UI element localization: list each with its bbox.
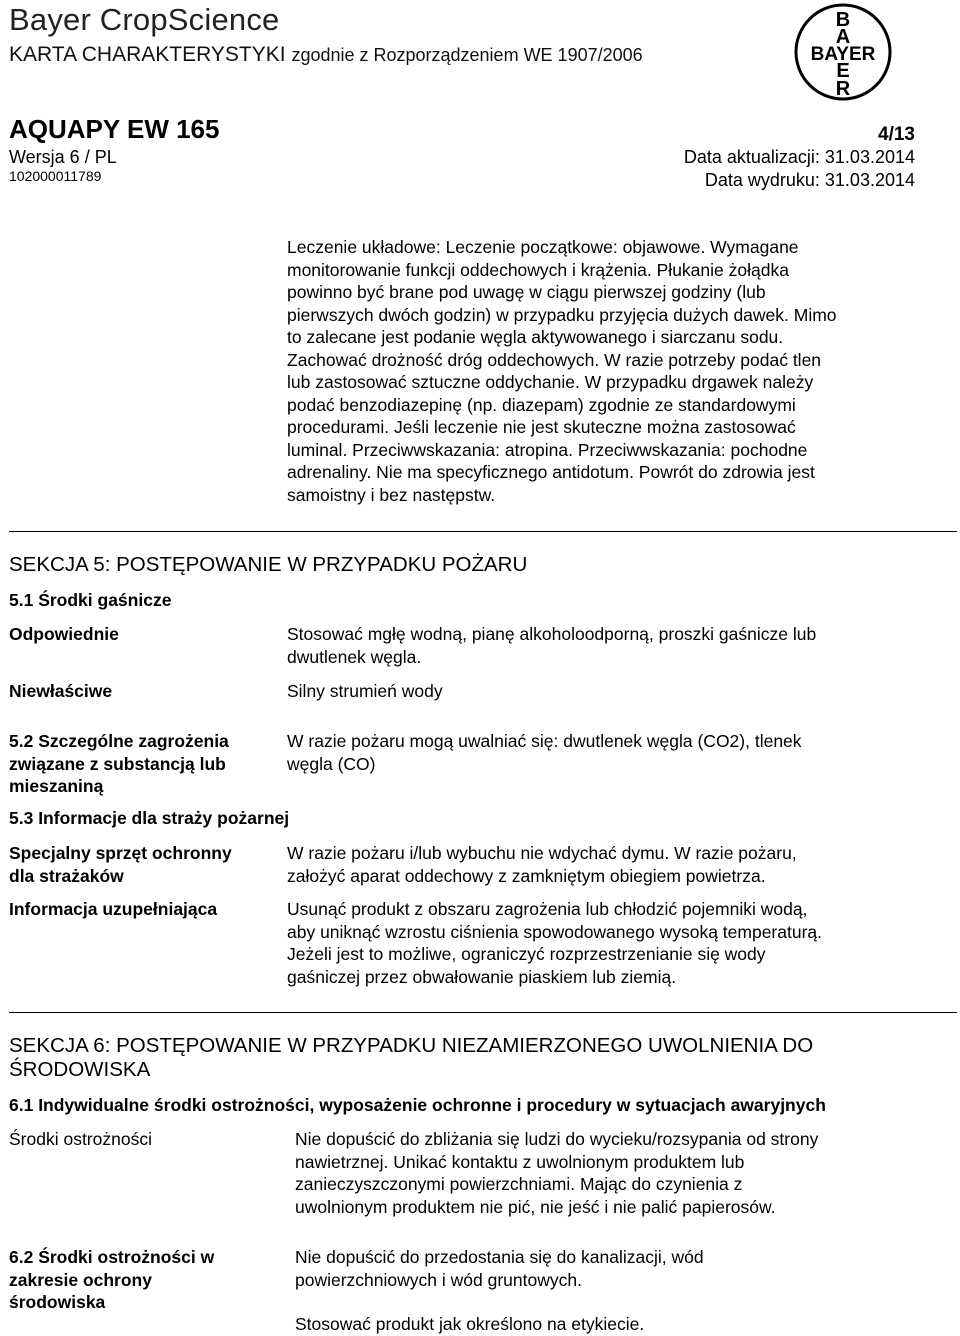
- title-line: ŚRODOWISKA: [9, 1058, 151, 1081]
- logo-letter-bottom: R: [835, 78, 851, 100]
- label-line: środowiska: [9, 1292, 106, 1312]
- value-line: W razie pożaru i/lub wybuchu nie wdychać dymu. W razie pożaru,: [287, 843, 797, 863]
- firefighter-equipment-value: [287, 842, 907, 887]
- value-line: uwolnionym produktem nie pić, nie jeść i nie palić papierosów.: [295, 1196, 776, 1217]
- label-usage-note: Stosować produkt jak określono na etykiecie.: [295, 1314, 645, 1334]
- paragraph-line: Leczenie układowe: Leczenie początkowe: objawowe. Wymagane: [287, 237, 799, 257]
- value-line: zanieczyszczonymi powierzchniami. Mając do czynienia z: [295, 1174, 743, 1194]
- suitable-media-value: [287, 623, 907, 668]
- environmental-precautions-value: [295, 1246, 915, 1291]
- logo-letter-fourth: E: [836, 60, 850, 82]
- paragraph-line: luminal. Przeciwwskazania: atropina. Przeciwwskazania: pochodne: [287, 439, 808, 460]
- value-line: Jeżeli jest to możliwe, ograniczyć rozprzestrzenianie się wody: [287, 944, 766, 964]
- additional-info-value: [287, 898, 907, 988]
- additional-info-label: Informacja uzupełniająca: [9, 899, 218, 919]
- paragraph-line: monitorowanie funkcji oddechowych i krążenia. Płukanie żołądka: [287, 259, 789, 280]
- value-line: Stosować mgłę wodną, pianę alkoholoodporną, proszki gaśnicze lub: [287, 624, 817, 644]
- product-name: AQUAPY EW 165: [9, 114, 220, 144]
- paragraph-line: lub zastosować sztuczne oddychanie. W przypadku drgawek należy: [287, 372, 814, 392]
- section-5-title: SEKCJA 5: POSTĘPOWANIE W PRZYPADKU POŻARU: [9, 553, 528, 576]
- label-line: 6.2 Środki ostrożności w: [9, 1247, 215, 1267]
- subsection-6-1-heading: 6.1 Indywidualne środki ostrożności, wyposażenie ochronne i procedury w sytuacjach awaryjnych: [9, 1095, 826, 1115]
- value-line: aby uniknąć wzrostu ciśnienia spowodowanego wysoką temperaturą.: [287, 921, 823, 942]
- unsuitable-media-value: Silny strumień wody: [287, 681, 443, 701]
- precautions-label: Środki ostrożności: [9, 1129, 152, 1149]
- label-line: dla strażaków: [9, 865, 124, 886]
- title-line: SEKCJA 6: POSTĘPOWANIE W PRZYPADKU NIEZAMIERZONEGO UWOLNIENIA DO: [9, 1034, 814, 1057]
- special-hazards-label: [9, 730, 279, 798]
- paragraph-line: Zachować drożność dróg oddechowych. W razie potrzeby podać tlen: [287, 349, 822, 370]
- value-line: założyć aparat oddechowy z zamkniętym obiegiem powietrza.: [287, 865, 766, 886]
- environmental-precautions-label: [9, 1246, 279, 1314]
- print-date: Data wydruku: 31.03.2014: [704, 170, 915, 190]
- paragraph-line: powinno być brane pod uwagę w ciągu pierwszej godziny (lub: [287, 282, 766, 302]
- logo-letter-second: A: [835, 26, 851, 48]
- document-type: KARTA CHARAKTERYSTYKI: [9, 43, 286, 66]
- suitable-media-label: Odpowiednie: [9, 624, 119, 644]
- value-line: Nie dopuścić do zbliżania się ludzi do wycieku/rozsypania od strony: [295, 1129, 819, 1149]
- treatment-paragraph: [287, 236, 897, 506]
- label-line: 5.2 Szczególne zagrożenia: [9, 731, 229, 751]
- label-line: Specjalny sprzęt ochronny: [9, 843, 232, 863]
- paragraph-line: samoistny i bez następstw.: [287, 484, 496, 505]
- value-line: Nie dopuścić do przedostania się do kanalizacji, wód: [295, 1247, 704, 1267]
- firefighter-equipment-label: [9, 842, 279, 887]
- label-line: mieszaniną: [9, 776, 104, 796]
- document-regulation: zgodnie z Rozporządzeniem WE 1907/2006: [291, 45, 643, 65]
- value-line: Usunąć produkt z obszaru zagrożenia lub chłodzić pojemniki wodą,: [287, 899, 808, 919]
- subsection-5-3-heading: 5.3 Informacje dla straży pożarnej: [9, 808, 290, 828]
- paragraph-line: to zalecane jest podanie węgla aktywowanego i siarczanu sodu.: [287, 327, 784, 347]
- value-line: powierzchniowych i wód gruntowych.: [295, 1269, 582, 1290]
- paragraph-line: podać benzodiazepinę (np. diazepam) zgodnie ze standardowymi: [287, 394, 796, 415]
- label-line: związane z substancją lub: [9, 753, 226, 774]
- special-hazards-value: [287, 730, 907, 775]
- section-6-title: [9, 1034, 939, 1082]
- unsuitable-media-label: Niewłaściwe: [9, 681, 113, 701]
- paragraph-line: pierwszych dwóch godzin) w przypadku przyjęcia dużych dawek. Mimo: [287, 304, 837, 325]
- value-line: dwutlenek węgla.: [287, 646, 422, 667]
- label-line: zakresie ochrony: [9, 1269, 152, 1290]
- paragraph-line: procedurami. Jeśli leczenie nie jest skuteczne można zastosować: [287, 417, 796, 437]
- page-number: 4/13: [878, 124, 915, 145]
- paragraph-line: adrenaliny. Nie ma specyficznego antidotum. Powrót do zdrowia jest: [287, 462, 815, 482]
- product-code: 102000011789: [9, 168, 102, 184]
- document-title: [9, 43, 643, 67]
- update-date: Data aktualizacji: 31.03.2014: [683, 147, 915, 167]
- value-line: W razie pożaru mogą uwalniać się: dwutlenek węgla (CO2), tlenek: [287, 731, 802, 751]
- precautions-value: [295, 1128, 915, 1218]
- value-line: gaśniczej przez obwałowanie piaskiem lub ziemią.: [287, 966, 677, 987]
- subsection-5-1-heading: 5.1 Środki gaśnicze: [9, 590, 172, 610]
- section-divider: [9, 531, 957, 532]
- value-line: węgla (CO): [287, 753, 376, 774]
- bayer-cross-logo: [793, 2, 893, 102]
- logo-word-middle: BAYER: [810, 44, 876, 65]
- value-line: nawietrznej. Unikać kontaktu z uwolnionym produktem lub: [295, 1151, 745, 1172]
- logo-letter-top: B: [835, 9, 851, 31]
- company-name: Bayer CropScience: [9, 2, 280, 37]
- version-label: Wersja 6 / PL: [9, 147, 117, 167]
- section-divider: [9, 1012, 957, 1013]
